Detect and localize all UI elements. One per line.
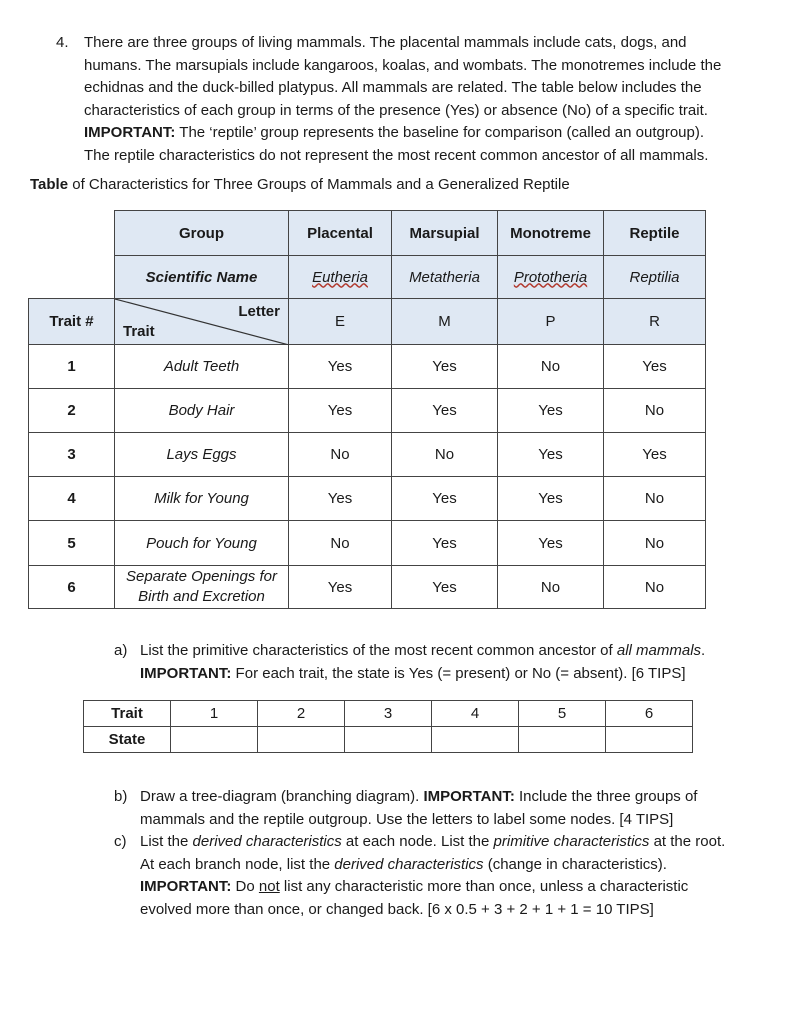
trait-number: 4 <box>29 477 115 521</box>
text-run: at each node. List the <box>341 833 494 850</box>
trait-number: 6 <box>29 566 115 609</box>
text-run: List the <box>140 833 193 850</box>
important-label: IMPORTANT: <box>140 664 232 682</box>
trait-value: No <box>498 345 604 389</box>
group-letter: P <box>498 299 604 345</box>
trait-name: Body Hair <box>115 389 289 433</box>
trait-number: 5 <box>29 521 115 566</box>
group-name: Marsupial <box>392 211 498 256</box>
text-run: Draw a tree-diagram (branching diagram). <box>140 788 424 805</box>
table-caption <box>30 176 570 193</box>
group-letter: E <box>289 299 392 345</box>
answer-state-cell[interactable] <box>258 727 345 753</box>
table-row <box>29 389 706 433</box>
question-4 <box>56 32 746 167</box>
trait-value: No <box>289 433 392 477</box>
table-row <box>29 477 706 521</box>
scientific-name: Metatheria <box>392 256 498 299</box>
part-label: b) <box>114 788 128 805</box>
trait-value: Yes <box>392 566 498 609</box>
part-b <box>114 786 764 831</box>
group-name: Placental <box>289 211 392 256</box>
trait-number: 1 <box>29 345 115 389</box>
important-label: IMPORTANT: <box>140 878 232 895</box>
question-body <box>84 32 746 167</box>
trait-value: Yes <box>289 477 392 521</box>
emphasis: all mammals <box>616 642 702 659</box>
trait-value: No <box>604 566 706 609</box>
trait-value: No <box>604 477 706 521</box>
group-name: Monotreme <box>498 211 604 256</box>
important-text: The ‘reptile’ group represents the baseline for comparison (called an outgroup). <box>175 124 705 141</box>
emphasis: derived characteristics <box>334 855 484 873</box>
important-label: IMPORTANT: <box>423 788 515 805</box>
text-run: (change in characteristics). <box>483 855 667 873</box>
part-c-line <box>140 876 764 899</box>
trait-value: No <box>604 521 706 566</box>
question-number: 4. <box>56 34 69 51</box>
trait-number: 3 <box>29 433 115 477</box>
scientific-name-label: Scientific Name <box>115 256 289 299</box>
trait-value: Yes <box>498 477 604 521</box>
trait-value: Yes <box>498 389 604 433</box>
question-line: characteristics of each group in terms of the presence (Yes) or absence (No) of a specific trait. <box>84 101 708 119</box>
trait-value: Yes <box>392 521 498 566</box>
group-letter: R <box>604 299 706 345</box>
trait-number-header: Trait # <box>29 299 115 345</box>
trait-name <box>115 566 289 609</box>
table-row <box>29 566 706 609</box>
part-c-line <box>140 854 764 877</box>
answer-table <box>83 700 693 753</box>
trait-value: No <box>289 521 392 566</box>
part-c-line: evolved more than once, or changed back. [6 x 0.5 + 3 + 2 + 1 + 1 = 10 TIPS] <box>140 900 654 918</box>
trait-name: Adult Teeth <box>115 345 289 389</box>
answer-state-cell[interactable] <box>345 727 432 753</box>
trait-value: Yes <box>289 389 392 433</box>
text-run: . <box>701 642 706 659</box>
group-label: Group <box>115 211 289 256</box>
group-letter: M <box>392 299 498 345</box>
caption-bold: Table <box>30 176 69 193</box>
trait-value: Yes <box>392 345 498 389</box>
answer-trait-label: Trait <box>84 701 171 727</box>
trait-value: Yes <box>289 345 392 389</box>
answer-trait-number: 2 <box>258 701 345 727</box>
answer-state-cell[interactable] <box>171 727 258 753</box>
trait-name-line: Birth and Excretion <box>138 588 265 605</box>
answer-state-row <box>84 727 693 753</box>
answer-trait-number: 3 <box>345 701 432 727</box>
scientific-name: Reptilia <box>604 256 706 299</box>
important-label: IMPORTANT: <box>84 124 176 141</box>
part-b-line <box>140 786 764 809</box>
group-name: Reptile <box>604 211 706 256</box>
trait-name: Pouch for Young <box>115 521 289 566</box>
trait-value: No <box>604 389 706 433</box>
question-important-line <box>84 122 746 145</box>
caption-text: of Characteristics for Three Groups of Mammals and a Generalized Reptile <box>68 176 570 193</box>
scientific-name: Eutheria <box>312 268 368 286</box>
trait-value: No <box>392 433 498 477</box>
underlined-not: not <box>258 878 280 895</box>
answer-state-cell[interactable] <box>606 727 693 753</box>
trait-name: Milk for Young <box>115 477 289 521</box>
answer-state-label: State <box>84 727 171 753</box>
question-line: The reptile characteristics do not represent the most recent common ancestor of all mammals. <box>84 146 709 164</box>
emphasis: derived characteristics <box>192 833 342 850</box>
text-run: list any characteristic more than once, unless a characteristic <box>279 878 689 895</box>
letter-label: Letter <box>238 303 280 320</box>
trait-value: Yes <box>604 345 706 389</box>
part-label: a) <box>114 642 128 659</box>
answer-trait-number: 4 <box>432 701 519 727</box>
text-run: List the primitive characteristics of the most recent common ancestor of <box>140 642 617 659</box>
question-line: There are three groups of living mammals. The placental mammals include cats, dogs, and <box>84 34 687 51</box>
text-run: For each trait, the state is Yes (= present) or No (= absent). [6 TIPS] <box>231 664 686 682</box>
part-a-line <box>140 663 764 686</box>
part-a <box>114 640 764 685</box>
answer-trait-row <box>84 701 693 727</box>
scientific-name: Prototheria <box>513 268 588 286</box>
table-row <box>29 433 706 477</box>
part-b-line: mammals and the reptile outgroup. Use the letters to label some nodes. [4 TIPS] <box>140 810 674 828</box>
table-row <box>29 521 706 566</box>
group-header-row <box>29 211 706 256</box>
trait-value: Yes <box>392 477 498 521</box>
emphasis: primitive characteristics <box>493 833 650 850</box>
answer-trait-number: 5 <box>519 701 606 727</box>
part-c-line <box>140 831 764 854</box>
text-run: At each branch node, list the <box>140 855 335 873</box>
diagonal-header-cell <box>115 299 289 345</box>
trait-value: Yes <box>498 521 604 566</box>
trait-value: No <box>498 566 604 609</box>
text-run: Do <box>231 878 259 895</box>
part-label: c) <box>114 833 127 850</box>
trait-value: Yes <box>392 389 498 433</box>
text-run: at the root. <box>649 833 726 850</box>
answer-trait-number: 1 <box>171 701 258 727</box>
scientific-name-row <box>29 256 706 299</box>
text-run: Include the three groups of <box>514 788 698 805</box>
answer-state-cell[interactable] <box>432 727 519 753</box>
question-line: echidnas and the duck-billed platypus. All mammals are related. The table below includes the <box>84 79 702 96</box>
trait-value: Yes <box>604 433 706 477</box>
trait-number: 2 <box>29 389 115 433</box>
letter-row <box>29 299 706 345</box>
part-c <box>114 831 764 921</box>
question-line: humans. The marsupials include kangaroos, koalas, and wombats. The monotremes include the <box>84 56 722 74</box>
trait-value: Yes <box>289 566 392 609</box>
table-row <box>29 345 706 389</box>
part-a-line <box>140 640 764 663</box>
characteristics-table <box>28 210 706 609</box>
trait-name: Lays Eggs <box>115 433 289 477</box>
trait-value: Yes <box>498 433 604 477</box>
answer-trait-number: 6 <box>606 701 693 727</box>
trait-label: Trait <box>123 323 155 340</box>
trait-name-line: Separate Openings for <box>126 568 277 585</box>
parts-b-c <box>114 786 764 921</box>
answer-state-cell[interactable] <box>519 727 606 753</box>
